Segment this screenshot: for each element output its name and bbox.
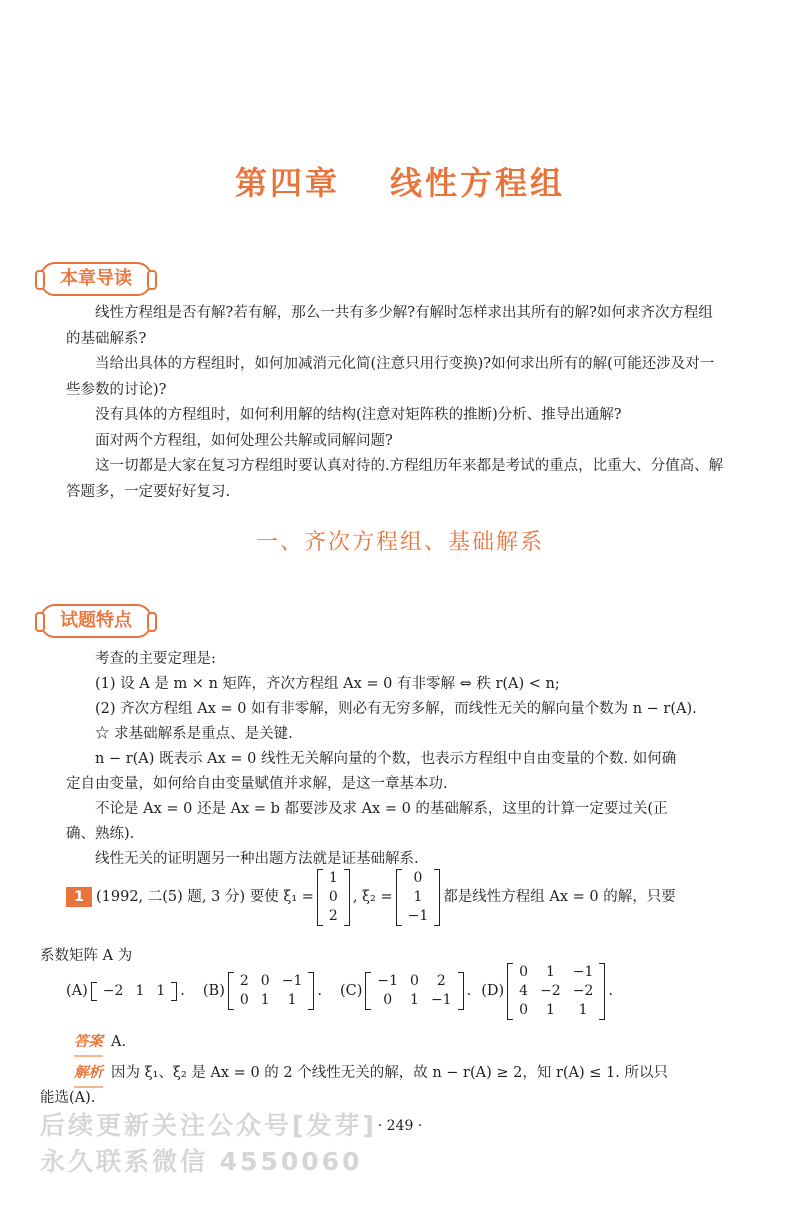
chapter-name: 线性方程组: [390, 164, 566, 202]
problem-number-badge: 1: [66, 887, 92, 907]
features-line: 定自由变量，如何给自由变量赋值并求解，是这一章基本功.: [66, 776, 448, 792]
intro-text: [66, 301, 726, 505]
matrix-cell: 1: [410, 992, 419, 1008]
intro-badge-label: 本章导读: [60, 268, 132, 289]
page-number: · 249 ·: [377, 1118, 423, 1134]
matrix-cell: −1: [281, 973, 303, 989]
features-line: (2) 齐次方程组 Ax = 0 如有非零解，则必有无穷多解，而线性无关的解向量个数为 n − r(A).: [95, 701, 697, 717]
xi2-label: , ξ₂ =: [352, 888, 393, 905]
watermark-line-2: 永久联系微信 4550060: [40, 1147, 363, 1176]
matrix-cell: −2: [572, 982, 594, 999]
answer-text: A.: [111, 1034, 127, 1050]
matrix-cell: −1: [407, 907, 429, 924]
matrix-cell: 1: [135, 982, 145, 999]
intro-paragraph: 没有具体的方程组时，如何利用解的结构(注意对矩阵秩的推断)分析、推导出通解?: [95, 407, 622, 423]
option-a-matrix: [91, 982, 177, 1001]
intro-paragraph: 面对两个方程组，如何处理公共解或同解问题?: [95, 432, 393, 449]
matrix-cell: 1: [545, 1001, 555, 1018]
chapter-title: [0, 158, 800, 204]
matrix-cell: 1: [287, 992, 297, 1008]
problem-line2: 系数矩阵 A 为: [40, 948, 133, 964]
matrix-cell: 1: [156, 982, 166, 999]
option-b-matrix: [228, 972, 314, 1010]
matrix-cell: 0: [328, 888, 338, 905]
features-line: 线性无关的证明题另一种出题方法就是证基础解系.: [95, 851, 419, 867]
matrix-cell: 1: [413, 888, 423, 905]
chapter-number: 第四章: [234, 164, 340, 202]
features-line: 考查的主要定理是:: [95, 651, 216, 667]
features-line: 确、熟练).: [66, 826, 135, 842]
option-b-label: (B): [202, 982, 225, 999]
problem-1-stem: [66, 864, 726, 930]
matrix-cell: −2: [540, 982, 561, 999]
matrix-cell: 2: [436, 973, 446, 989]
analysis-tag: 解析: [74, 1061, 103, 1088]
matrix-cell: 1: [545, 963, 555, 980]
matrix-cell: 2: [239, 973, 249, 989]
intro-paragraph: 当给出具体的方程组时，如何加减消元化简(注意只用行变换)?如何求出所有的解(可能还涉及对一些参数的讨论)?: [66, 356, 715, 398]
matrix-cell: 0: [519, 1001, 529, 1018]
answer-tag: 答案: [74, 1030, 103, 1057]
features-line: n − r(A) 既表示 Ax = 0 线性无关解向量的个数，也表示方程组中自由变量的个数. 如何确: [95, 751, 677, 767]
features-line: (1) 设 A 是 m × n 矩阵，齐次方程组 Ax = 0 有非零解 ⇔ 秩 r(A) < n;: [95, 676, 560, 692]
intro-paragraph: 线性方程组是否有解?若有解，那么一共有多少解?有解时怎样求出其所有的解?如何求齐次方程组的基础解系?: [66, 305, 713, 347]
analysis-text: 因为 ξ₁、ξ₂ 是 Ax = 0 的 2 个线性无关的解，故 n − r(A) ≥ 2，知 r(A) ≤ 1. 所以只: [111, 1065, 668, 1081]
intro-paragraph: 这一切都是大家在复习方程组时要认真对待的.方程组历年来都是考试的重点，比重大、分值高、解答题多，一定要好好复习.: [66, 458, 724, 500]
matrix-cell: 0: [519, 963, 529, 980]
matrix-cell: 1: [328, 869, 338, 886]
problem-options: (A) −2 1 1 . (B) 2 0 −1 0 1 1 . (C) −1 0 2 0 1 −1 . (D) 0 1 −1 4 −2 −2 0 1 1 .: [66, 963, 613, 1018]
matrix-cell: −1: [377, 973, 399, 989]
intro-badge: [40, 262, 152, 296]
analysis-line: [74, 1061, 734, 1088]
matrix-cell: −2: [102, 982, 124, 999]
matrix-cell: 1: [578, 1001, 588, 1018]
matrix-cell: 2: [328, 907, 338, 924]
matrix-cell: 1: [260, 992, 270, 1008]
matrix-cell: 0: [383, 992, 393, 1008]
problem-source: (1992, 二(5) 题, 3 分) 要使 ξ₁ =: [96, 888, 314, 905]
matrix-cell: 0: [410, 973, 419, 989]
matrix-cell: 4: [519, 982, 529, 999]
features-badge: [40, 604, 152, 638]
option-d-label: (D): [481, 982, 505, 999]
option-c-matrix: [365, 972, 463, 1010]
option-d-matrix: [507, 963, 605, 1020]
matrix-cell: −1: [572, 963, 594, 980]
problem-tail: 都是线性方程组 Ax = 0 的解，只要: [443, 888, 676, 905]
watermark-line-1: 后续更新关注公众号[发芽]: [40, 1111, 377, 1140]
features-badge-label: 试题特点: [60, 610, 132, 631]
option-a-label: (A): [66, 982, 88, 999]
xi2-vector: [396, 869, 441, 926]
features-line: ☆ 求基础解系是重点、是关键.: [95, 726, 293, 742]
analysis-continuation: 能选(A).: [40, 1090, 96, 1106]
answer-line: [74, 1030, 734, 1057]
matrix-cell: 0: [239, 992, 249, 1008]
xi1-vector: [317, 869, 350, 926]
matrix-cell: 0: [260, 973, 270, 989]
section-title: 一、齐次方程组、基础解系: [255, 530, 544, 555]
option-c-label: (C): [339, 982, 363, 999]
matrix-cell: 0: [413, 869, 423, 886]
features-line: 不论是 Ax = 0 还是 Ax = b 都要涉及求 Ax = 0 的基础解系，这里的计算一定要过关(正: [95, 801, 668, 817]
matrix-cell: −1: [430, 992, 452, 1008]
